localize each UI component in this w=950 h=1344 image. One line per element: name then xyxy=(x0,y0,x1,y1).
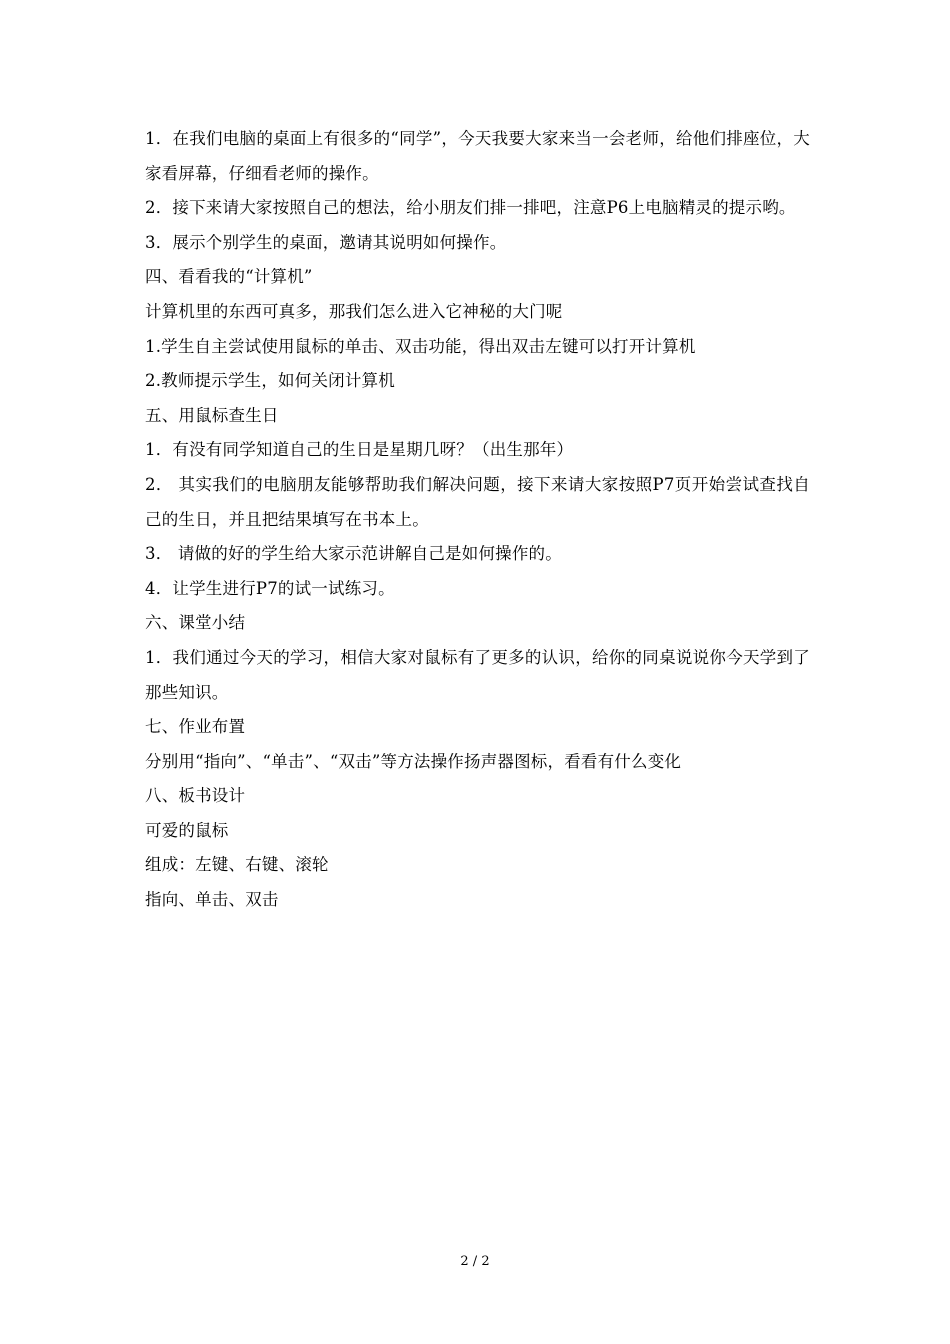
paragraph-item-3: 3．展示个别学生的桌面，邀请其说明如何操作。 xyxy=(145,232,507,252)
paragraph-item-2: 2．接下来请大家按照自己的想法，给小朋友们排一排吧，注意P6上电脑精灵的提示哟。 xyxy=(145,198,796,218)
paragraph-item-6-1: 1．我们通过今天的学习，相信大家对鼠标有了更多的认识，给你的同桌说说你今天学到了那些知识。 xyxy=(145,647,810,702)
section-heading-6: 六、课堂小结 xyxy=(145,613,246,633)
paragraph-intro-4: 计算机里的东西可真多，那我们怎么进入它神秘的大门呢 xyxy=(145,301,563,321)
paragraph-item-4-1: 1.学生自主尝试使用鼠标的单击、双击功能，得出双击左键可以打开计算机 xyxy=(145,336,696,356)
page-number: 2 / 2 xyxy=(460,1254,490,1269)
section-heading-4: 四、看看我的“计算机” xyxy=(145,267,313,287)
section-heading-7: 七、作业布置 xyxy=(145,717,246,737)
paragraph-item-5-1: 1．有没有同学知道自己的生日是星期几呀？（出生那年） xyxy=(145,440,574,460)
section-heading-5: 五、用鼠标查生日 xyxy=(145,405,279,425)
document-body xyxy=(145,122,810,918)
paragraph-item-5-3: 3． 请做的好的学生给大家示范讲解自己是如何操作的。 xyxy=(145,544,562,564)
paragraph-item-4-2: 2.教师提示学生，如何关闭计算机 xyxy=(145,371,395,391)
paragraph-item-5-2: 2． 其实我们的电脑朋友能够帮助我们解决问题，接下来请大家按照P7页开始尝试查找自己的生日，并且把结果填写在书本上。 xyxy=(145,474,810,529)
paragraph-homework: 分别用“指向”、“单击”、“双击”等方法操作扬声器图标，看看有什么变化 xyxy=(145,751,682,771)
board-line-1: 组成：左键、右键、滚轮 xyxy=(145,855,329,875)
paragraph-item-5-4: 4．让学生进行P7的试一试练习。 xyxy=(145,578,395,598)
board-line-2: 指向、单击、双击 xyxy=(145,890,279,910)
paragraph-item-1: 1．在我们电脑的桌面上有很多的“同学”，今天我要大家来当一会老师，给他们排座位，大家看屏幕，仔细看老师的操作。 xyxy=(145,129,810,183)
board-title: 可爱的鼠标 xyxy=(145,820,229,840)
section-heading-8: 八、板书设计 xyxy=(145,786,246,806)
